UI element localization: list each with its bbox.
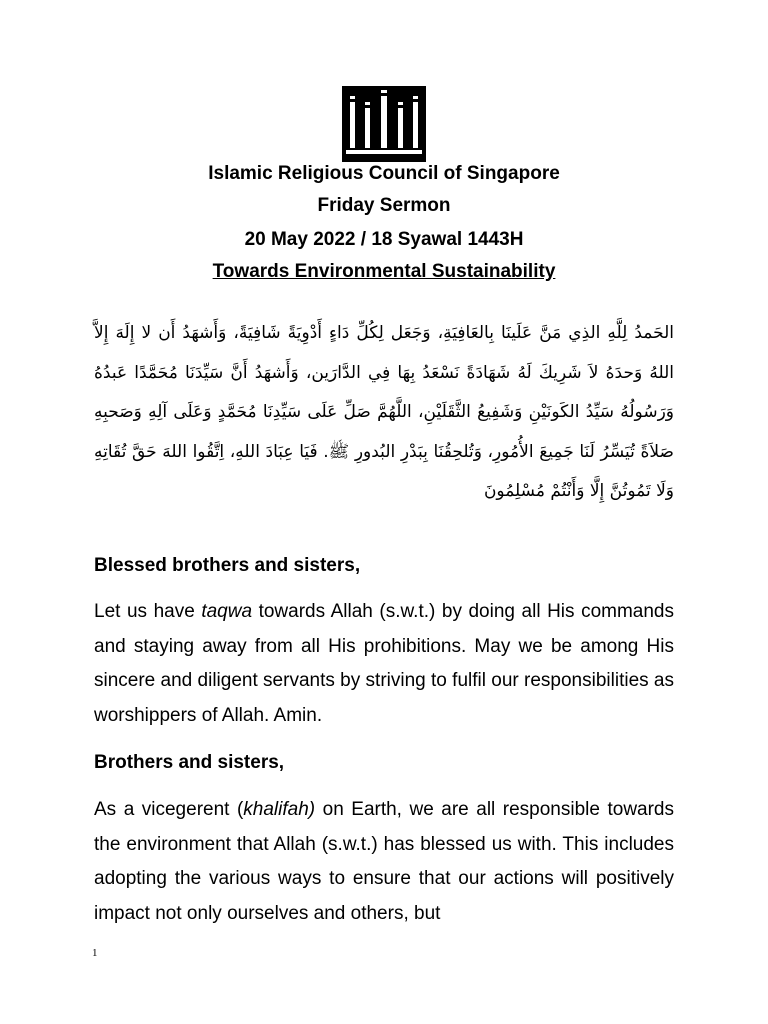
sermon-date: 20 May 2022 / 18 Syawal 1443H <box>244 229 524 250</box>
paragraph-2-emphasis: khalifah) <box>243 799 316 820</box>
muis-logo <box>342 86 426 162</box>
document-type: Friday Sermon <box>317 195 451 216</box>
sermon-title: Towards Environmental Sustainability <box>212 261 556 282</box>
salutation-1: Blessed brothers and sisters, <box>94 555 361 576</box>
paragraph-1-emphasis: taqwa <box>201 601 253 622</box>
paragraph-1-text-a: Let us have <box>94 601 202 622</box>
paragraph-1-text-b: towards Allah (s.w.t.) by doing all His commands and staying away from all His prohibitions. May we be among His sincere and diligent servants by striving to fulfil our responsibilities as worshippers of Allah. Amin. <box>94 601 674 726</box>
salutation-2: Brothers and sisters, <box>94 752 285 773</box>
paragraph-1 <box>94 595 674 733</box>
paragraph-2-text-b: on Earth, we are all responsible towards the environment that Allah (s.w.t.) has blessed us with. This includes adopting the various ways to ensure that our actions will positively impact not only ourselves and others, but <box>94 799 674 924</box>
arabic-opening-text: الحَمدُ لِلَّهِ الذِي مَنَّ عَلَينَا بِالعَافِيَةِ، وَجَعَل لِكُلِّ دَاءٍ أَدْوِيَةً شَافِيَةً، وَأَشهَدُ أَن لا إِلَهَ إِلاَّ اللهُ وَحدَهُ لاَ شَرِيكَ لَهُ شَهَادَةً نَسْعَدُ بِهَا فِي الدَّارَين، وَأَشهَدُ أَنَّ سَيِّدَنَا مُحَمَّدًا عَبدُهُ وَرَسُولُهُ سَيِّدُ الكَونَيْنِ وَشَفِيعُ الثَّقَلَيْنِ، اللَّهُمَّ صَلِّ عَلَى سَيِّدِنَا مُحَمَّدٍ وَعَلَى آلِهِ وَصَحبِهِ صَلاَةً تُيَسِّرُ لَنَا جَمِيعَ الأُمُورِ، وَتُلحِقُنَا بِبَدْرِ البُدورِ ﷺ. فَيَا عِبَادَ اللهِ، اِتَّقُوا اللهَ حَقَّ تُقَاتِهِ وَلَا تَمُوتُنَّ إِلَّا وَأَنْتُمْ مُسْلِمُونَ <box>94 323 674 501</box>
muis-logo-mark <box>342 86 426 162</box>
paragraph-2-text-a: As a vicegerent ( <box>94 799 244 820</box>
page-number: 1 <box>92 947 98 959</box>
paragraph-2 <box>94 793 674 931</box>
organization-name: Islamic Religious Council of Singapore <box>208 163 560 184</box>
